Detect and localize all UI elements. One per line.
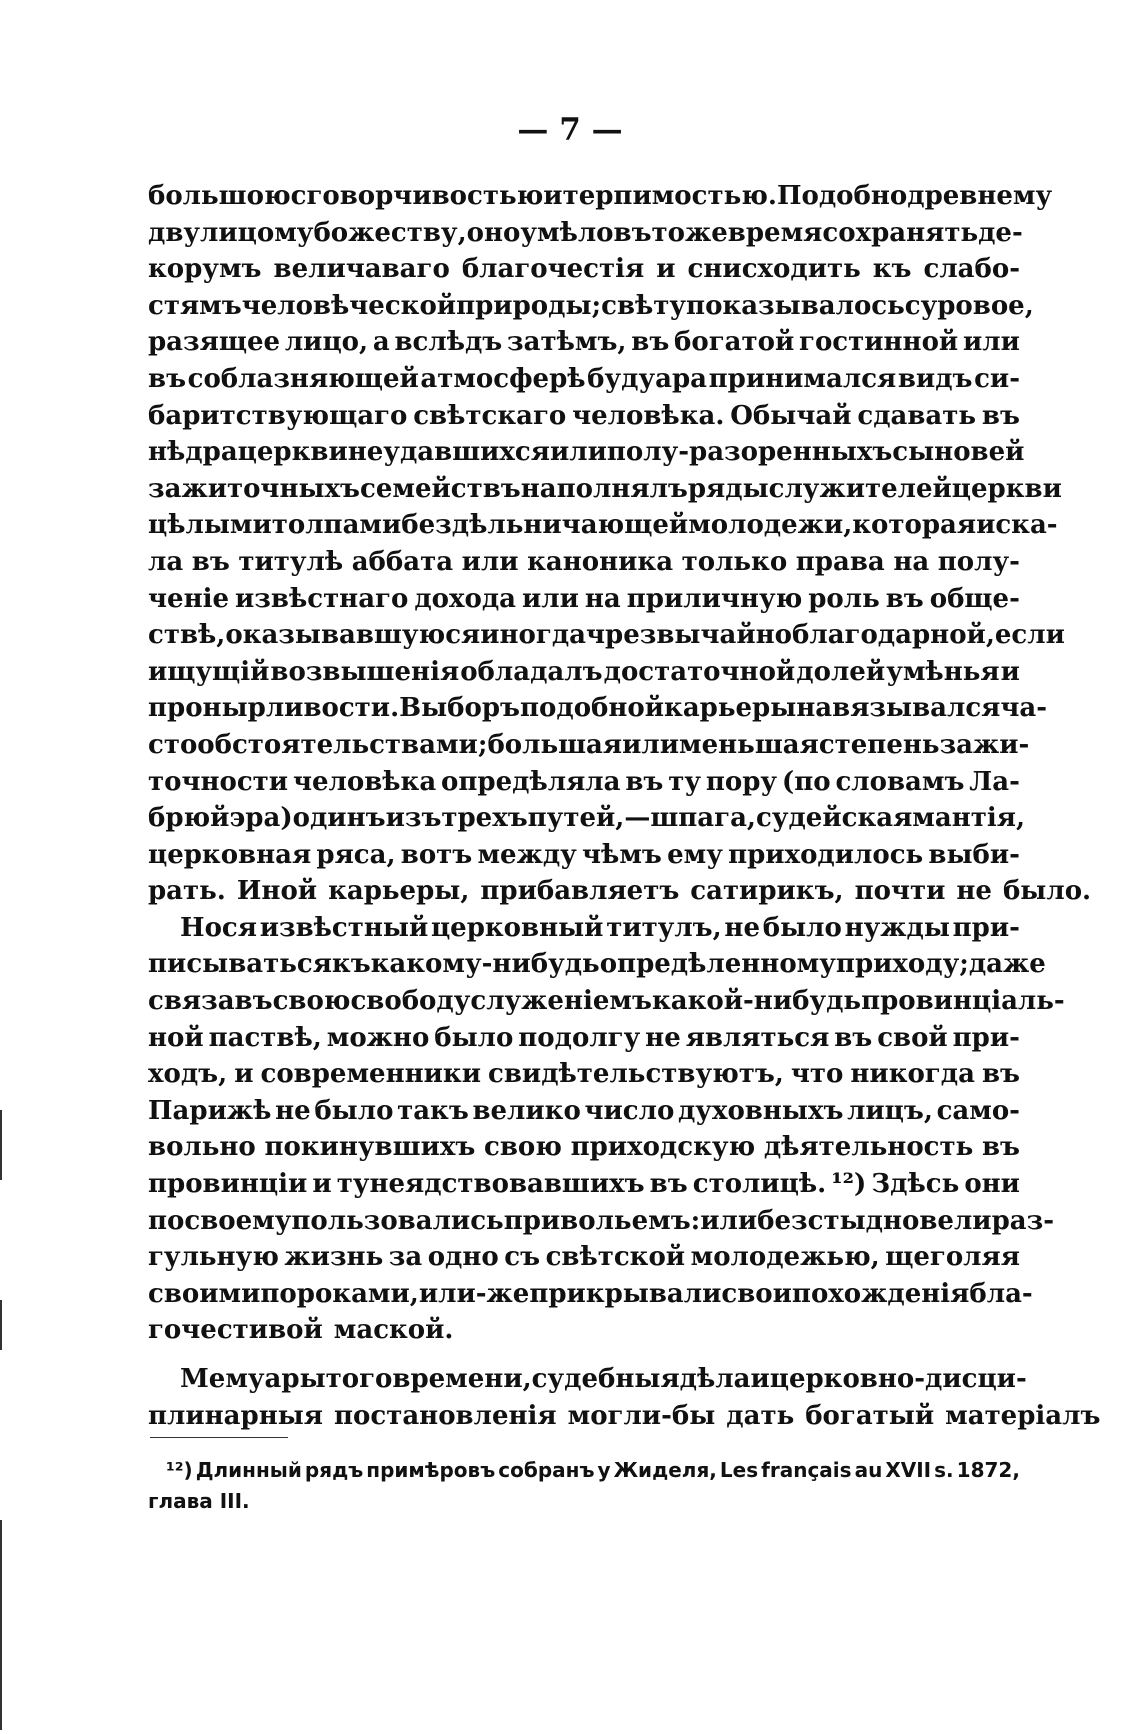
text-line: корумъ величаваго благочестія и снисходить къ слабо- bbox=[148, 254, 1020, 285]
text-line: Нося извѣстный церковный титулъ, не было нужды при- bbox=[180, 912, 1020, 943]
text-line: вольно покинувшихъ свою приходскую дѣятельность въ bbox=[148, 1132, 1020, 1163]
text-line: Мемуары того времени, судебныя дѣла и церковно-дисци- bbox=[180, 1364, 1027, 1394]
paragraph-gap bbox=[148, 1349, 1020, 1361]
scan-edge-mark bbox=[0, 1520, 2, 1730]
text-line: ла въ титулѣ аббата или каноника только права на полу- bbox=[148, 546, 1020, 577]
text-line: Парижѣ не было такъ велико число духовныхъ лицъ, само- bbox=[148, 1095, 1020, 1126]
text-line: ищущій возвышенія обладалъ достаточной долей умѣнья и bbox=[148, 656, 1020, 687]
text-line: провинціи и тунеядствовавшихъ въ столицѣ. ¹²) Здѣсь они bbox=[148, 1169, 1020, 1200]
text-line: нѣдра церкви неудавшихся или полу-разоренныхъ сыновей bbox=[148, 437, 1025, 468]
text-line: писываться къ какому-нибудь опредѣленному приходу; даже bbox=[148, 949, 1046, 980]
text-line: сто обстоятельствами; большая или меньшая степень зажи- bbox=[148, 729, 1030, 760]
text-line: баритствующаго свѣтскаго человѣка. Обычай сдавать въ bbox=[148, 400, 1020, 431]
text-line: рать. Иной карьеры, прибавляетъ сатирикъ, почти не было. bbox=[148, 876, 1092, 907]
body-text bbox=[148, 178, 1101, 1434]
text-line: гочестивой маской. bbox=[148, 1315, 454, 1346]
text-line: въ соблазняющей атмосферѣ будуара принимался видъ си- bbox=[148, 363, 1020, 394]
text-line: ченіе извѣстнаго дохода или на приличную роль въ обще- bbox=[148, 583, 1020, 614]
text-line: связавъ свою свободу служеніемъ какой-нибудь провинціаль- bbox=[148, 986, 1065, 1017]
footnote-line: глава III. bbox=[148, 1489, 250, 1513]
page-number: — 7 — bbox=[517, 112, 623, 148]
text-line: плинарныя постановленія могли-бы дать богатый матеріалъ bbox=[148, 1400, 1101, 1431]
text-line: пронырливости. Выборъ подобной карьеры навязывался ча- bbox=[148, 693, 1048, 724]
text-line: ной паствѣ, можно было подолгу не являться въ свой при- bbox=[148, 1022, 1020, 1053]
scan-edge-mark bbox=[0, 1300, 2, 1350]
footnote bbox=[148, 1455, 1020, 1517]
text-line: точности человѣка опредѣляла въ ту пору (по словамъ Ла- bbox=[148, 766, 1020, 797]
text-line: ствѣ, оказывавшуюся иногда чрезвычайно благодарной, если bbox=[148, 620, 1065, 651]
text-line: зажиточныхъ семействъ наполнялъ ряды служителей церкви bbox=[148, 473, 1062, 504]
text-line: стямъ человѣческой природы; свѣту показывалось суровое, bbox=[148, 290, 1034, 321]
text-line: по своему пользовались привольемъ: или безстыдно вели раз- bbox=[148, 1205, 1054, 1236]
footnote-line: ¹²) Длинный рядъ примѣровъ собранъ у Жиделя, Les français au XVII s. 1872, bbox=[166, 1458, 1020, 1482]
text-line: своими пороками, или-же прикрывали свои похожденія бла- bbox=[148, 1278, 1033, 1309]
text-line: большою сговорчивостью и терпимостью. Подобно древнему bbox=[148, 181, 1053, 211]
scan-edge-mark bbox=[0, 1110, 2, 1180]
footnote-divider bbox=[150, 1437, 288, 1438]
text-line: церковная ряса, вотъ между чѣмъ ему приходилось выби- bbox=[148, 839, 1020, 870]
text-line: брюйэра) одинъ изъ трехъ путей,—шпага, судейская мантія, bbox=[148, 803, 1025, 834]
text-line: двулицому божеству, оно умѣло въ тоже время сохранять де- bbox=[148, 217, 1023, 248]
text-line: гульную жизнь за одно съ свѣтской молодежью, щеголяя bbox=[148, 1242, 1020, 1273]
text-line: цѣлыми толпами бездѣльничающей молодежи, которая иска- bbox=[148, 510, 1058, 541]
text-line: ходъ, и современники свидѣтельствуютъ, что никогда въ bbox=[148, 1059, 1020, 1090]
text-line: разящее лицо, а вслѣдъ затѣмъ, въ богатой гостинной или bbox=[148, 327, 1020, 358]
